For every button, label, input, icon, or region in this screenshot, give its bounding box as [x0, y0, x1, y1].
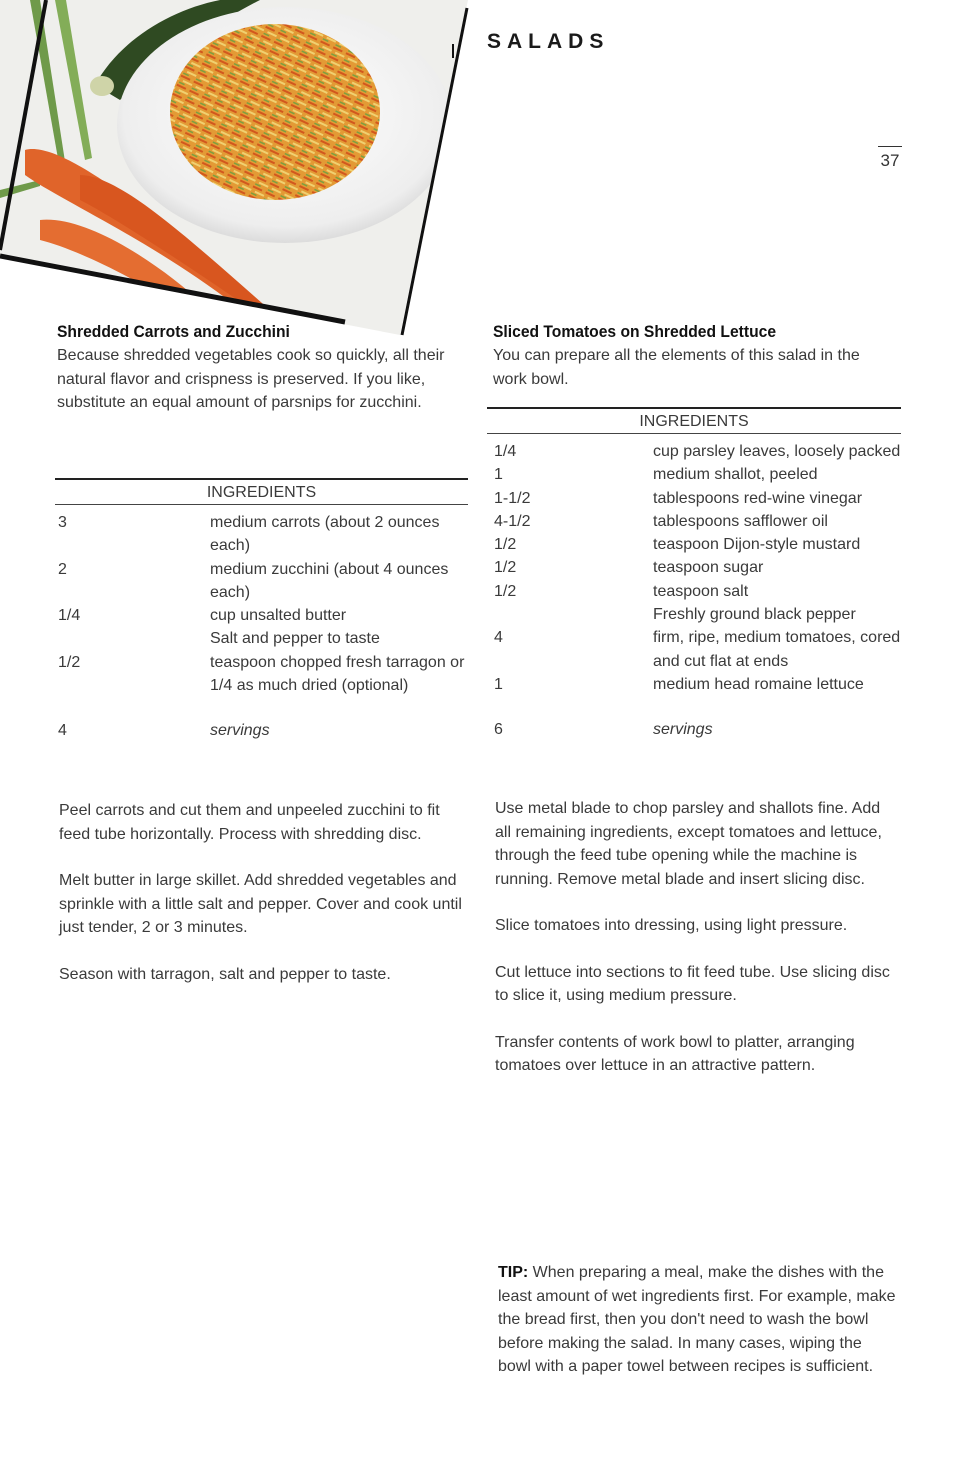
ingredient-desc: medium carrots (about 2 ounces each) — [210, 514, 440, 555]
ingredient-desc: tablespoons red-wine vinegar — [653, 489, 863, 507]
ingredient-qty: 1/4 — [494, 443, 517, 460]
tip-text: When preparing a meal, make the dishes with the least amount of wet ingredients first. For example, make the bread first, then you don't need to wash the bowl before making the salad. In many cases, wiping the bowl with a paper towel between recipes is sufficient. — [498, 1264, 896, 1375]
step: Melt butter in large skillet. Add shredded vegetables and sprinkle with a little salt and pepper. Cover and cook until just tender, 2 or 3 minutes. — [59, 872, 462, 936]
recipe-right-title: Sliced Tomatoes on Shredded Lettuce — [493, 322, 777, 341]
ingredient-desc: Salt and pepper to taste — [210, 630, 380, 648]
recipe-photo — [0, 0, 470, 340]
ingredient-qty: 1 — [494, 675, 503, 693]
ingredient-qty: 1 — [494, 466, 503, 484]
servings-label: servings — [210, 722, 270, 740]
recipe-right-intro: You can prepare all the elements of this salad in the work bowl. — [493, 347, 860, 388]
ingredient-qty: 1/2 — [494, 559, 517, 577]
recipe-left-steps — [59, 799, 464, 986]
ingredient-qty — [487, 603, 653, 626]
ingredient-row — [487, 603, 901, 626]
ingredient-qty: 1/2 — [494, 582, 517, 600]
step: Use metal blade to chop parsley and shallots fine. Add all remaining ingredients, except tomatoes and lettuce, through the feed tube opening while the machine is running. Remove metal blade and insert slicing disc. — [495, 800, 882, 888]
ingredient-desc: medium head romaine lettuce — [653, 675, 864, 693]
frame-tick — [452, 44, 460, 58]
ingredient-desc: medium shallot, peeled — [653, 466, 818, 484]
step: Slice tomatoes into dressing, using light pressure. — [495, 917, 848, 934]
ingredient-row — [487, 463, 901, 486]
recipe-left-title: Shredded Carrots and Zucchini — [57, 322, 290, 341]
ingredient-qty — [55, 627, 210, 650]
ingredient-row — [487, 440, 901, 463]
ingredient-row — [487, 673, 901, 696]
ingredient-qty: 1/4 — [58, 607, 81, 625]
ingredient-row — [487, 510, 901, 533]
ingredient-desc: cup unsalted butter — [210, 607, 347, 625]
ingredient-qty: 1-1/2 — [494, 489, 531, 507]
ingredient-row — [55, 604, 468, 627]
ingredient-desc: teaspoon chopped fresh tarragon or 1/4 as much dried (optional) — [210, 653, 465, 695]
tip-box — [498, 1261, 898, 1379]
step: Cut lettuce into sections to fit feed tube. Use slicing disc to slice it, using medium pressure. — [495, 963, 890, 1004]
ingredient-desc: Freshly ground black pepper — [653, 606, 856, 624]
ingredient-row — [487, 556, 901, 579]
step: Season with tarragon, salt and pepper to taste. — [59, 965, 391, 983]
recipe-right-title-block — [493, 322, 903, 342]
ingredient-desc: teaspoon sugar — [653, 559, 764, 577]
ingredients-header: INGREDIENTS — [487, 407, 901, 434]
recipe-left-intro: Because shredded vegetables cook so quickly, all their natural flavor and crispness is preserved. If you like, substitute an equal amount of parsnips for zucchini. — [57, 347, 445, 411]
ingredient-qty: 1/2 — [494, 536, 517, 554]
ingredient-desc: firm, ripe, medium tomatoes, cored and cut flat at ends — [653, 629, 901, 670]
servings-qty: 4 — [58, 722, 67, 740]
recipe-right-ingredients — [487, 407, 901, 742]
ingredient-desc: medium zucchini (about 4 ounces each) — [210, 560, 449, 601]
ingredient-row — [487, 487, 901, 510]
ingredient-list — [487, 440, 901, 696]
step: Transfer contents of work bowl to platter, arranging tomatoes over lettuce in an attractive pattern. — [495, 1033, 855, 1074]
recipe-left-title-block — [57, 322, 467, 342]
page-number: 37 — [878, 146, 902, 171]
ingredient-qty: 3 — [58, 514, 67, 531]
servings-row — [487, 718, 901, 741]
servings-label: servings — [653, 721, 713, 739]
recipe-right-steps — [495, 797, 900, 1078]
ingredient-row — [487, 533, 901, 556]
ingredient-desc: teaspoon Dijon-style mustard — [653, 536, 861, 554]
servings-row — [55, 719, 468, 742]
ingredients-header: INGREDIENTS — [55, 478, 468, 505]
ingredient-list — [55, 511, 468, 697]
ingredient-qty: 4-1/2 — [494, 512, 531, 530]
ingredient-row — [487, 580, 901, 603]
ingredient-row — [55, 511, 468, 558]
ingredient-desc: tablespoons safflower oil — [653, 512, 828, 530]
ingredient-desc: cup parsley leaves, loosely packed — [653, 443, 901, 460]
ingredient-qty: 4 — [494, 629, 503, 647]
ingredient-row — [55, 558, 468, 605]
ingredient-row — [55, 651, 468, 698]
tip-label: TIP: — [498, 1264, 529, 1281]
servings-qty: 6 — [494, 721, 503, 739]
step: Peel carrots and cut them and unpeeled zucchini to fit feed tube horizontally. Process with shredding disc. — [59, 802, 440, 843]
recipe-left-ingredients — [55, 478, 468, 743]
ingredient-qty: 1/2 — [58, 653, 81, 671]
section-title: SALADS — [487, 30, 610, 53]
ingredient-desc: teaspoon salt — [653, 582, 749, 600]
ingredient-qty: 2 — [58, 560, 67, 578]
ingredient-row — [487, 626, 901, 673]
ingredient-row — [55, 627, 468, 650]
photo-illustration — [0, 0, 470, 340]
